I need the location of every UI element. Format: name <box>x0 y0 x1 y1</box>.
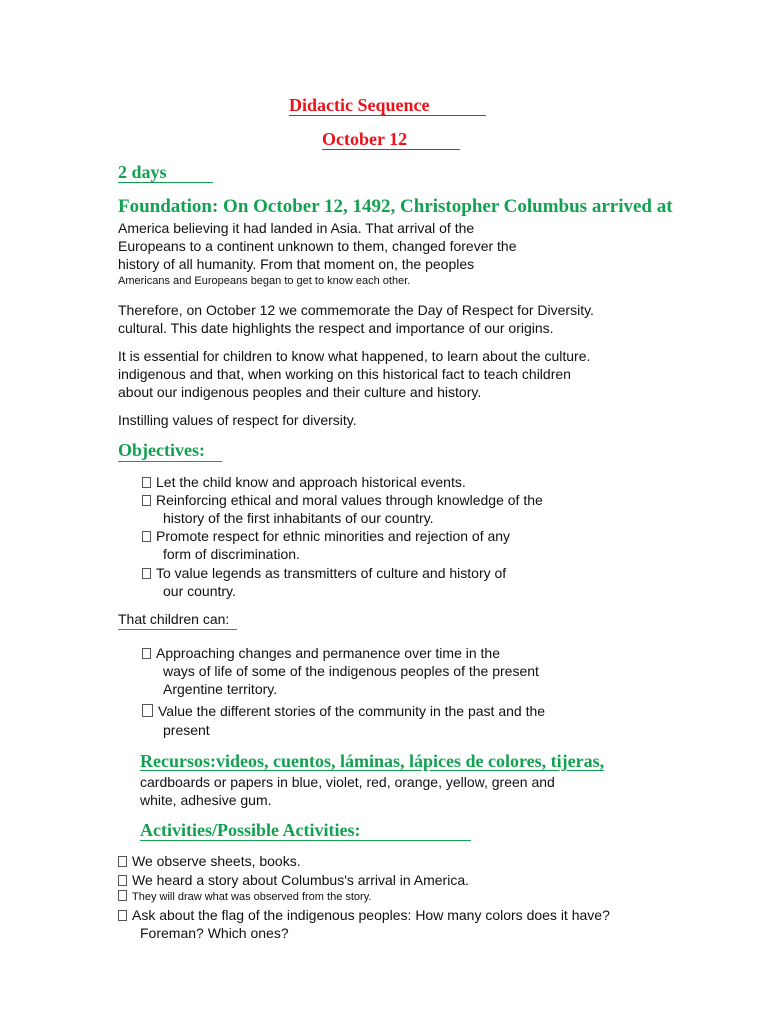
objectives-heading: Objectives: <box>118 440 205 460</box>
objective-item: Promote respect for ethnic minorities and rejection of any <box>142 527 510 545</box>
foundation-heading: Foundation: On October 12, 1492, Christopher Columbus arrived at <box>118 196 673 217</box>
checkbox-icon <box>142 477 151 488</box>
foundation-small-line: Americans and Europeans began to get to know each other. <box>118 275 411 287</box>
paragraph-line: indigenous and that, when working on this historical fact to teach children <box>118 366 571 382</box>
foundation-line: Europeans to a continent unknown to them, changed forever the <box>118 238 517 254</box>
foundation-line: history of all humanity. From that moment on, the peoples <box>118 256 475 272</box>
date-underline <box>322 149 460 150</box>
checkbox-icon <box>142 648 151 659</box>
children-item: Approaching changes and permanence over time in the <box>142 644 500 662</box>
paragraph-line: Instilling values of respect for diversity. <box>118 412 357 428</box>
paragraph-line: Therefore, on October 12 we commemorate the Day of Respect for Diversity. <box>118 302 594 318</box>
resources-line: white, adhesive gum. <box>140 792 272 808</box>
foundation-line: America believing it had landed in Asia. That arrival of the <box>118 220 475 236</box>
checkbox-icon <box>118 856 127 867</box>
objective-continuation: our country. <box>163 583 236 599</box>
document-date: October 12 <box>322 129 408 149</box>
resources-heading <box>140 751 604 772</box>
children-continuation: present <box>163 722 210 738</box>
objectives-underline <box>118 461 222 462</box>
checkbox-icon <box>142 531 151 542</box>
children-item: Value the different stories of the community in the past and the <box>142 702 545 720</box>
activity-item: We heard a story about Columbus's arrival in America. <box>118 871 469 889</box>
objective-item: Reinforcing ethical and moral values through knowledge of the <box>142 491 543 509</box>
checkbox-icon <box>118 875 127 886</box>
duration: 2 days <box>118 162 167 182</box>
paragraph-line: cultural. This date highlights the respect and importance of our origins. <box>118 320 554 336</box>
title-underline <box>289 115 486 116</box>
activity-item: They will draw what was observed from the story. <box>118 889 371 905</box>
children-heading: That children can: <box>118 611 230 627</box>
activity-continuation: Foreman? Which ones? <box>140 925 289 941</box>
children-continuation: Argentine territory. <box>163 681 278 697</box>
children-continuation: ways of life of some of the indigenous peoples of the present <box>163 663 539 679</box>
objective-item: Let the child know and approach historical events. <box>142 473 466 491</box>
document-title: Didactic Sequence <box>289 95 430 115</box>
checkbox-icon <box>118 910 127 921</box>
activities-heading: Activities/Possible Activities: <box>140 820 361 840</box>
resources-line: cardboards or papers in blue, violet, red, orange, yellow, green and <box>140 774 555 790</box>
activity-item: Ask about the flag of the indigenous peoples: How many colors does it have? <box>118 906 610 924</box>
objective-item: To value legends as transmitters of culture and history of <box>142 564 506 582</box>
paragraph-line: about our indigenous peoples and their culture and history. <box>118 384 482 400</box>
checkbox-icon <box>118 890 127 901</box>
paragraph-line: It is essential for children to know what happened, to learn about the culture. <box>118 348 591 364</box>
activities-underline <box>140 840 471 841</box>
checkbox-icon <box>142 704 153 717</box>
children-underline <box>118 629 237 630</box>
checkbox-icon <box>142 495 151 506</box>
duration-underline <box>118 182 213 183</box>
activity-item: We observe sheets, books. <box>118 852 301 870</box>
resources-heading-text: Recursos:videos, cuentos, láminas, lápices de colores, tijeras, <box>140 751 605 771</box>
objective-continuation: form of discrimination. <box>163 546 300 562</box>
checkbox-icon <box>142 568 151 579</box>
objective-continuation: history of the first inhabitants of our country. <box>163 510 434 526</box>
